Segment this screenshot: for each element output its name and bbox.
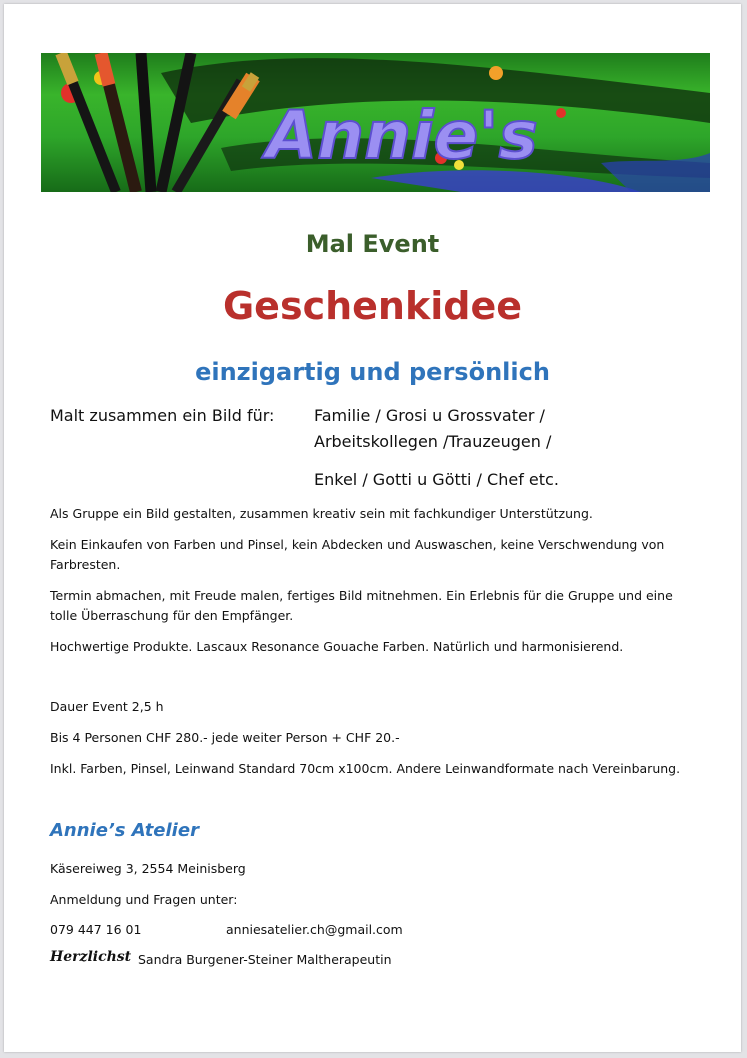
recipients-line-3: Enkel / Gotti u Götti / Chef etc. xyxy=(314,470,559,489)
page-subtitle: einzigartig und persönlich xyxy=(195,358,550,386)
paragraph-products: Hochwertige Produkte. Lascaux Resonance Gouache Farben. Natürlich und harmonisierend. xyxy=(50,639,624,654)
recipients-line-1: Familie / Grosi u Grossvater / xyxy=(314,406,545,425)
paragraph-no-shopping-line-1: Kein Einkaufen von Farben und Pinsel, kein Abdecken und Auswaschen, keine Verschwendung von xyxy=(50,537,665,552)
event-price: Bis 4 Personen CHF 280.- jede weiter Person + CHF 20.- xyxy=(50,730,400,745)
event-label: Mal Event xyxy=(305,230,440,258)
flyer-page xyxy=(4,4,741,1052)
signature: Sandra Burgener-Steiner Maltherapeutin xyxy=(138,952,392,967)
email-link[interactable]: anniesatelier.ch@gmail.com xyxy=(226,922,403,937)
event-duration: Dauer Event 2,5 h xyxy=(50,699,164,714)
annies-logo: Annie's xyxy=(266,97,538,174)
paragraph-group-painting: Als Gruppe ein Bild gestalten, zusammen kreativ sein mit fachkundiger Unterstützung. xyxy=(50,506,593,521)
paintbrushes-illustration xyxy=(41,53,710,192)
recipients-line-2: Arbeitskollegen /Trauzeugen / xyxy=(314,432,552,451)
atelier-address: Käsereiweg 3, 2554 Meinisberg xyxy=(50,861,246,876)
phone-number[interactable]: 079 447 16 01 xyxy=(50,922,142,937)
event-included: Inkl. Farben, Pinsel, Leinwand Standard 70cm x100cm. Andere Leinwandformate nach Vereinbarung. xyxy=(50,761,681,776)
greeting: Herzlichst xyxy=(50,949,132,965)
atelier-name: Annie’s Atelier xyxy=(50,820,199,841)
brush-3 xyxy=(141,53,151,192)
banner-image xyxy=(41,53,710,192)
signup-label: Anmeldung und Fragen unter: xyxy=(50,892,238,907)
page-title: Geschenkidee xyxy=(222,284,523,328)
recipients-lead: Malt zusammen ein Bild für: xyxy=(50,406,275,425)
paragraph-no-shopping-line-2: Farbresten. xyxy=(50,557,121,572)
paragraph-appointment-line-2: tolle Überraschung für den Empfänger. xyxy=(50,608,294,623)
paragraph-appointment-line-1: Termin abmachen, mit Freude malen, fertiges Bild mitnehmen. Ein Erlebnis für die Gruppe und eine xyxy=(50,588,673,603)
